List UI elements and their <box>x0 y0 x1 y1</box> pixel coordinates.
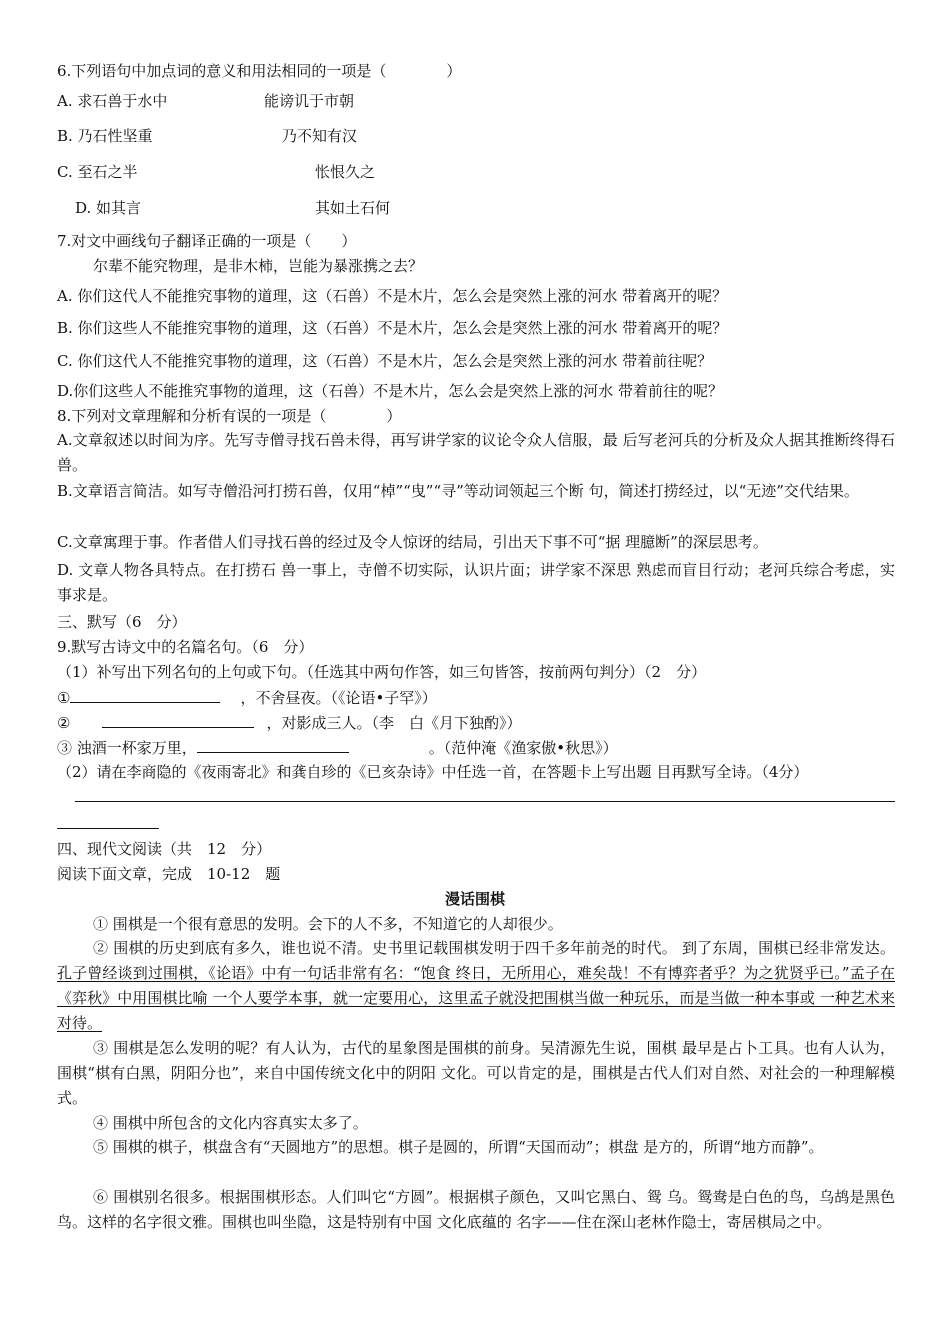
section3-heading: 三、默写（6 分） <box>57 613 187 631</box>
answer-line-long[interactable] <box>75 801 895 802</box>
q9-line2-blank[interactable] <box>102 712 254 728</box>
q8-option-d: D. 文章人物各具特点。在打捞石 兽一事上，寺僧不切实际，认识片面；讲学家不深思 熟虑而盲目行动；老河兵综合考虑，实事求是。 <box>57 561 895 604</box>
q9-line1-prefix: ① <box>57 689 71 707</box>
q9-line1-suffix: ，不舍昼夜。（《论语•子罕》） <box>240 689 437 707</box>
q6-option-a-left: A. 求石兽于水中 <box>57 92 168 110</box>
q6-option-b-left: B. 乃石性坚重 <box>57 127 153 145</box>
section4-instruction: 阅读下面文章，完成 10-12 题 <box>57 865 281 883</box>
q9-line2-prefix: ② <box>57 714 71 732</box>
q8-option-b: B.文章语言简洁。如写寺僧沿河打捞石兽，仅用“棹”“曳”“寻”等动词领起三个断 句，简述打捞经过，以“无迹”交代结果。 <box>57 482 859 500</box>
q6-stem: 6.下列语句中加点词的意义和用法相同的一项是（ ） <box>57 62 462 80</box>
q8-option-a: A.文章叙述以时间为序。先写寺僧寻找石兽未得，再写讲学家的议论令众人信服，最 后写老河兵的分析及众人据其推断终得石兽。 <box>57 431 895 474</box>
answer-line-short[interactable] <box>57 828 159 829</box>
q7-quote: 尔辈不能究物理，是非木柿，岂能为暴涨携之去？ <box>93 257 424 275</box>
article-p2-plain: ② 围棋的历史到底有多久，谁也说不清。史书里记载围棋发明于四千多年前尧的时代。 到了东周，围棋已经非常发达。 <box>93 939 895 957</box>
q9-line1-blank[interactable] <box>70 687 220 703</box>
article-title: 漫话围棋 <box>444 890 505 908</box>
q9-line2-suffix: ，对影成三人。（李 白《月下独酌》） <box>266 714 522 732</box>
article-p4: ④ 围棋中所包含的文化内容真实太多了。 <box>93 1114 368 1132</box>
q6-option-c-right: 怅恨久之 <box>315 163 376 181</box>
q9-part1: （1）补写出下列名句的上句或下句。（任选其中两句作答，如三句皆答，按前两句判分）（2 分） <box>57 663 707 681</box>
q9-line3-blank[interactable] <box>197 737 349 753</box>
section4-heading: 四、现代文阅读（共 12 分） <box>57 840 272 858</box>
q9-line1 <box>57 687 897 708</box>
q9-line3 <box>57 737 897 758</box>
q7-option-c: C. 你们这代人不能推究事物的道理，这（石兽）不是木片，怎么会是突然上涨的河水 带着前往呢？ <box>57 352 713 370</box>
q6-option-c-left: C. 至石之半 <box>57 163 138 181</box>
article-p2-underlined: 孔子曾经谈到过围棋，《论语》中有一句话非常有名：“饱食 终日，无所用心，难矣哉！不有博弈者乎？为之犹贤乎已。”孟子在《弈秋》中用围棋比喻 一个人要学本事，就一定要用心，这里孟子就没把围棋当做一种玩乐，而是当做一种本事或 一种艺术来对待。 <box>57 964 895 1032</box>
q9-line2 <box>57 712 897 733</box>
article-p1: ① 围棋是一个很有意思的发明。会下的人不多，不知道它的人却很少。 <box>93 915 563 933</box>
q9-stem: 9.默写古诗文中的名篇名句。（6 分） <box>57 638 314 656</box>
q7-option-d: D.你们这些人不能推究事物的道理，这（石兽）不是木片，怎么会是突然上涨的河水 带着前往的呢？ <box>57 382 724 400</box>
q6-option-d-right: 其如土石何 <box>315 199 391 217</box>
article-p5: ⑤ 围棋的棋子，棋盘含有“天圆地方”的思想。棋子是圆的，所谓“天国而动”；棋盘 是方的，所谓“地方而静”。 <box>93 1138 824 1156</box>
q6-option-d-left: D. 如其言 <box>75 199 142 217</box>
q8-option-c: C.文章寓理于事。作者借人们寻找石兽的经过及令人惊讶的结局，引出天下事不可“据 理臆断”的深层思考。 <box>57 533 768 551</box>
q8-stem: 8.下列对文章理解和分析有误的一项是（ ） <box>57 407 402 425</box>
article-p6: ⑥ 围棋别名很多。根据围棋形态。人们叫它“方圆”。根据棋子颜色，又叫它黑白、鸳 乌。鸳鸯是白色的鸟，乌鸪是黑色鸟。这样的名字很文雅。围棋也叫坐隐，这是特别有中国 文化底蕴的 名字——住在深山老林作隐士，寄居棋局之中。 <box>57 1188 895 1231</box>
q6-option-a-right: 能谤讥于市朝 <box>264 92 355 110</box>
article-p3: ③ 围棋是怎么发明的呢？有人认为，古代的星象图是围棋的前身。吴清源先生说，围棋 最早是占卜工具。也有人认为，围棋“棋有白黑，阴阳分也”，来自中国传统文化中的阴阳 文化。可以肯定的是，围棋是古代人们对自然、对社会的一种理解模式。 <box>57 1039 895 1107</box>
q9-line3-suffix: 。（范仲淹《渔家傲•秋思》） <box>428 739 618 757</box>
q7-option-a: A. 你们这代人不能推究事物的道理，这（石兽）不是木片，怎么会是突然上涨的河水 带着离开的呢？ <box>57 287 728 305</box>
q7-stem: 7.对文中画线句子翻译正确的一项是（ ） <box>57 232 357 250</box>
q9-line3-prefix: ③ 浊酒一杯家万里， <box>57 739 197 757</box>
q6-option-b-right: 乃不知有汉 <box>282 127 358 145</box>
article-p2 <box>57 936 895 1036</box>
q9-part2: （2）请在李商隐的《夜雨寄北》和龚自珍的《已亥杂诗》中任选一首，在答题卡上写出题 目再默写全诗。（4分） <box>57 763 809 781</box>
q7-option-b: B. 你们这些人不能推究事物的道理，这（石兽）不是木片，怎么会是突然上涨的河水 带着离开的呢？ <box>57 319 728 337</box>
